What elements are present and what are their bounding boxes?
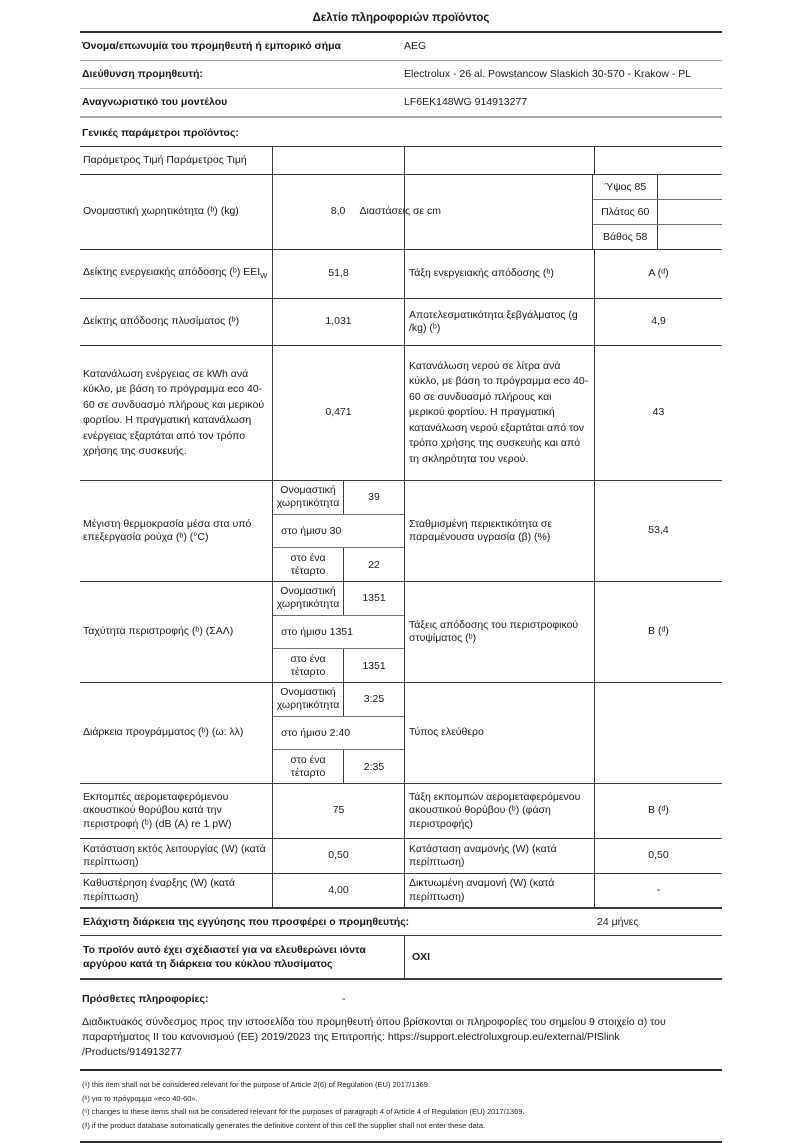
water-consumption-value: 43 [594,346,722,480]
type-value [594,683,722,783]
duration-quarter-row [273,750,404,783]
energy-water-consumption-row [80,346,722,481]
temp-quarter-row [273,548,404,581]
energy-consumption-value: 0,471 [272,346,404,480]
spin-half-row: στο ήμισυ 1351 [273,616,404,650]
delay-start-label: Καθυστέρηση έναρξης (W) (κατά περίπτωση) [83,877,235,903]
off-mode-value: 0,50 [272,839,404,873]
rinsing-effectiveness-label: Αποτελεσματικότητα ξεβγάλματος (g /kg) (ᵇ) [404,299,594,345]
spin-quarter-value: 1351 [362,659,386,672]
energy-class-value: A (ᵈ) [594,250,722,298]
model-identifier-row [80,89,722,118]
footnote-d: (ᵈ) if the product database automatically generates the definitive content of this cell the supplier shall not enter these data. [82,1120,486,1130]
additional-info-value: - [342,993,346,1005]
energy-efficiency-index-row [80,250,722,299]
warranty-row [80,909,722,936]
spin-quarter-label: στο ένα τέταρτο [273,649,344,682]
rinsing-effectiveness-value: 4,9 [594,299,722,345]
max-temperature-row [80,481,722,582]
noise-class-value: B (ᵈ) [594,784,722,838]
dimension-width-row [593,200,722,225]
spin-rated-value: 1351 [362,592,386,605]
energy-consumption-label: Κατανάλωση ενέργειας σε kWh ανά κύκλο, με βάση το πρόγραμμα eco 40-60 σε συνδυασμό πλήρους και μερικού φορτίου. Η πραγματική κατανάλωση ενέργειας εξαρτάται από τον τρόπο χρήσης της συσκευής. [83,367,265,457]
duration-half-row: στο ήμισυ 2:40 [273,717,404,751]
footnote-b: (ᵇ) για το πρόγραμμα «eco 40-60». [82,1093,198,1103]
dimension-depth: Βάθος 58 [593,225,658,249]
dimension-width: Πλάτος 60 [593,200,658,224]
noise-row [80,784,722,839]
general-parameters-heading: Γενικές παράμετροι προϊόντος: [82,127,239,139]
supplier-name-value: AEG [404,40,427,52]
silver-ions-label: Το προϊόν αυτό έχει σχεδιαστεί για να ελευθερώνει ιόντα αργύρου κατά τη διάρκεια του κύκλου πλυσίματος [83,944,366,970]
table-header-text: Παράμετρος Τιμή Παράμετρος Τιμή [83,153,247,166]
table-header-empty-3 [594,147,722,174]
spin-class-value: B (ᵈ) [594,582,722,682]
programme-duration-subtable [272,683,404,783]
delay-start-row [80,874,722,909]
footnote-c: (ᶜ) changes to these items shall not be considered relevant for the purposes of paragraph 4 of Article 4 of Regulation (EU) 2017/1369. [82,1107,525,1116]
footnotes-block [80,1071,722,1143]
table-header-row [80,147,722,175]
parameters-table [80,146,722,909]
eei-subscript: W [260,270,268,280]
temp-quarter-label: στο ένα τέταρτο [273,548,344,581]
silver-ions-row [80,936,722,980]
duration-rated-value: 3:25 [363,693,385,706]
spin-rated-label: Ονομαστική χωρητικότητα [273,582,344,615]
additional-info-label: Πρόσθετες πληροφορίες: [82,993,209,1005]
supplier-weblink-paragraph: Διαδικτυακός σύνδεσμος προς την ιστοσελίδα του προμηθευτή όπου βρίσκονται οι πληροφορίες του σημείου 9 στοιχείο α) του παραρτήματος II του κανονισμού (ΕΕ) 2019/2023 της Επιτροπής: https://support.electroluxgroup.eu/external/PISlink /Products/914913277 [80,1015,722,1071]
dimension-depth-row [593,225,722,249]
noise-emission-label: Εκπομπές αερομεταφερόμενου ακουστικού θορύβου κατά την περιστροφή (ᵇ) (dB (A) re 1 pW) [83,790,232,830]
table-header-empty-1 [272,147,404,174]
dimensions-label: Διαστάσεις σε cm [359,205,442,218]
dimension-width-empty [658,200,722,224]
duration-quarter-value: 2:35 [363,760,385,773]
water-consumption-label: Κατανάλωση νερού σε λίτρα ανά κύκλο, με βάση το πρόγραμμα eco 40-60 σε συνδυασμό πλήρους και μερικού φορτίου. Η πραγματική κατανάλωση νερού εξαρτάται από τον τρόπο χρήσης της συσκευής και από τη σκληρότητα του νερού. [404,346,594,480]
document-title: Δελτίο πληροφοριών προϊόντος [80,12,722,33]
standby-label: Κατάσταση αναμονής (W) (κατά περίπτωση) [404,839,594,873]
max-temperature-label: Μέγιστη θερμοκρασία μέσα στα υπό επεξεργασία ρούχα (ᵇ) (°C) [83,517,252,543]
networked-standby-value: - [594,874,722,907]
supplier-name-label: Όνομα/επωνυμία του προμηθευτή ή εμπορικό σήμα [82,40,342,52]
warranty-label: Ελάχιστη διάρκεια της εγγύησης που προσφέρει ο προμηθευτής: [83,915,410,928]
delay-start-value: 4,00 [272,874,404,907]
supplier-name-row [80,33,722,61]
duration-rated-row [273,683,404,717]
off-mode-row [80,839,722,874]
remaining-moisture-label: Σταθμισμένη περιεκτικότητα σε παραμένουσα υγρασία (β) (%) [404,481,594,581]
capacity-dimensions-row [80,175,722,250]
dimension-height-row [593,175,722,200]
type-label: Τύπος ελεύθερο [404,683,594,783]
noise-emission-value: 75 [272,784,404,838]
duration-rated-label: Ονομαστική χωρητικότητα [273,683,344,716]
energy-class-label: Τάξη ενεργειακής απόδοσης (ᵇ) [404,250,594,298]
supplier-address-value: Electrolux - 26 al. Powstancow Slaskich 30-570 - Krakow - PL [404,68,692,80]
networked-standby-label: Δικτυωμένη αναμονή (W) (κατά περίπτωση) [404,874,594,907]
dimensions-subtable [592,175,722,249]
additional-info-row [80,990,722,1008]
washing-index-value: 1,031 [272,299,404,345]
footnote-a: (ᵃ) this item shall not be considered relevant for the purpose of Article 2(6) of Regulation (EU) 2017/1369. [82,1080,430,1089]
standby-value: 0,50 [594,839,722,873]
programme-duration-label: Διάρκεια προγράμματος (ᵇ) (ω: λλ) [83,726,244,739]
table-header-empty-2 [404,147,594,174]
dimension-height-empty [658,175,722,199]
warranty-value: 24 μήνες [597,916,639,928]
max-temperature-subtable [272,481,404,581]
model-identifier-label: Αναγνωριστικό του μοντέλου [82,96,228,108]
supplier-address-row [80,61,722,89]
washing-index-label: Δείκτης απόδοσης πλυσίματος (ᵇ) [83,315,240,328]
spin-quarter-row [273,649,404,682]
temp-rated-value: 39 [368,491,380,504]
noise-class-label: Τάξη εκπομπών αερομεταφερόμενου ακουστικού θορύβου (ᵇ) (φάση περιστροφής) [404,784,594,838]
washing-index-row [80,299,722,346]
spin-speed-row [80,582,722,683]
model-identifier-value: LF6EK148WG 914913277 [404,96,528,108]
remaining-moisture-value: 53,4 [594,481,722,581]
spin-speed-label: Ταχύτητα περιστροφής (ᵇ) (ΣΑΛ) [83,625,234,638]
off-mode-label: Κατάσταση εκτός λειτουργίας (W) (κατά περίπτωση) [83,842,266,868]
spin-class-label: Τάξεις απόδοσης του περιστροφικού στυψίματος (ᵇ) [404,582,594,682]
dimension-height: Ύψος 85 [593,175,658,199]
temp-quarter-value: 22 [368,558,380,571]
supplier-address-label: Διεύθυνση προμηθευτή: [82,68,203,80]
duration-quarter-label: στο ένα τέταρτο [273,750,344,783]
dimensions-label-cell [359,175,593,249]
rated-capacity-value: 8,0 [272,175,404,249]
temp-rated-label: Ονομαστική χωρητικότητα [273,481,344,514]
temp-rated-row [273,481,404,515]
silver-ions-value: ΟΧΙ [404,936,722,978]
rated-capacity-label: Ονομαστική χωρητικότητα (ᵇ) (kg) [83,205,239,218]
eei-label: Δείκτης ενεργειακής απόδοσης (ᵇ) $EEI_W$ [83,265,268,280]
spin-speed-subtable [272,582,404,682]
programme-duration-row [80,683,722,784]
eei-value: 51,8 [272,250,404,298]
spin-rated-row [273,582,404,616]
temp-half-row: στο ήμισυ 30 [273,515,404,549]
dimension-depth-empty [658,225,722,249]
